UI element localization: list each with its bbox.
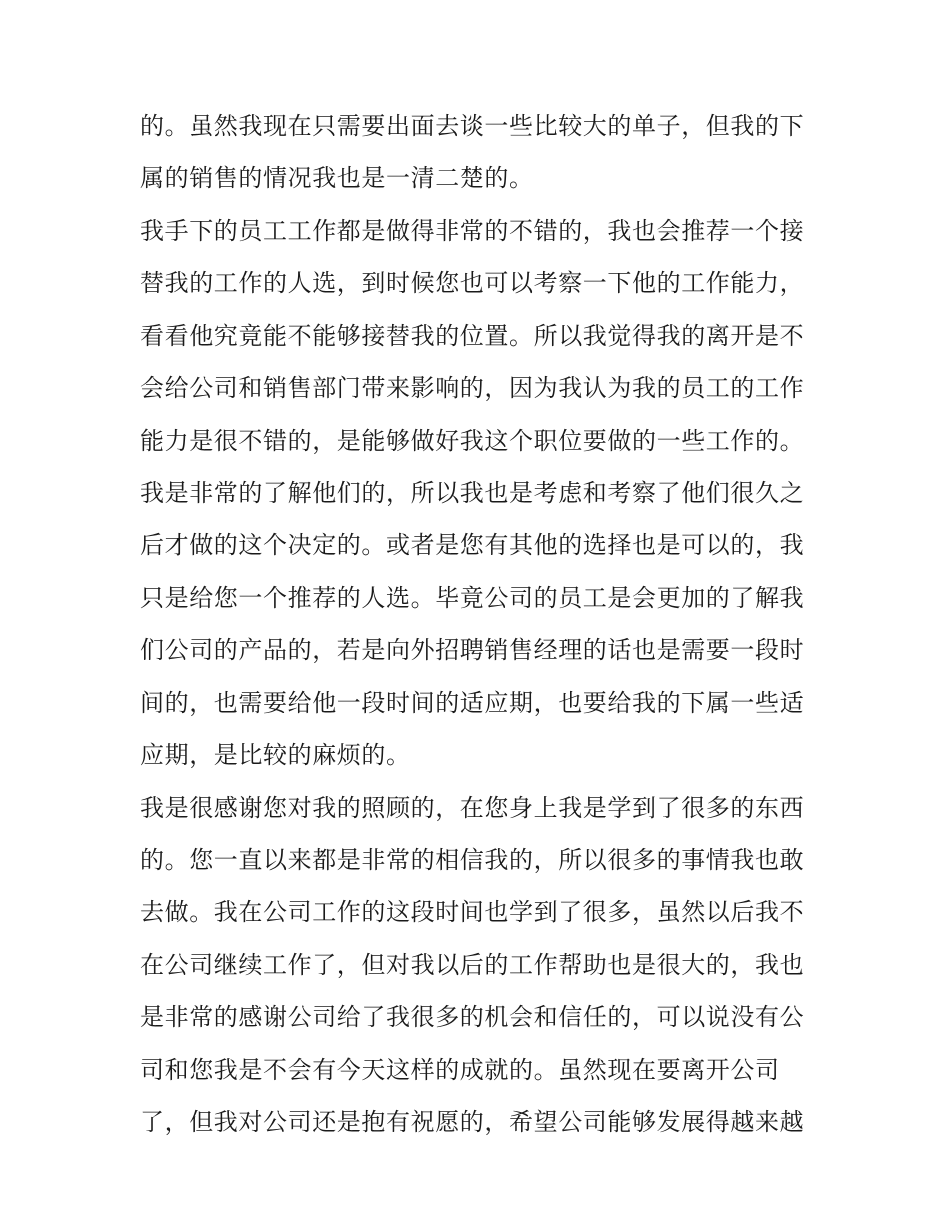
text-line: 属的销售的情况我也是一清二楚的。 — [140, 164, 534, 192]
text-line: 们公司的产品的，若是向外招聘销售经理的话也是需要一段时 — [140, 636, 805, 664]
text-line: 会给公司和销售部门带来影响的，因为我认为我的员工的工作 — [140, 374, 805, 402]
text-line: 是非常的感谢公司给了我很多的机会和信任的，可以说没有公 — [140, 1003, 805, 1031]
text-line: 能力是很不错的，是能够做好我这个职位要做的一些工作的。 — [140, 427, 805, 455]
text-line: 我是很感谢您对我的照顾的，在您身上我是学到了很多的东西 — [140, 794, 805, 822]
text-line: 替我的工作的人选，到时候您也可以考察一下他的工作能力， — [140, 269, 805, 297]
text-line: 应期，是比较的麻烦的。 — [140, 741, 411, 769]
text-line: 看看他究竟能不能够接替我的位置。所以我觉得我的离开是不 — [140, 322, 805, 350]
text-line: 只是给您一个推荐的人选。毕竟公司的员工是会更加的了解我 — [140, 584, 805, 612]
text-line: 我手下的员工工作都是做得非常的不错的，我也会推荐一个接 — [140, 217, 805, 245]
text-line: 我是非常的了解他们的，所以我也是考虑和考察了他们很久之 — [140, 479, 805, 507]
text-line: 在公司继续工作了，但对我以后的工作帮助也是很大的，我也 — [140, 951, 805, 979]
text-line: 间的，也需要给他一段时间的适应期，也要给我的下属一些适 — [140, 689, 805, 717]
text-line: 了，但我对公司还是抱有祝愿的，希望公司能够发展得越来越 — [140, 1108, 805, 1136]
text-line: 的。虽然我现在只需要出面去谈一些比较大的单子，但我的下 — [140, 112, 805, 140]
text-line: 的。您一直以来都是非常的相信我的，所以很多的事情我也敢 — [140, 846, 805, 874]
text-line: 去做。我在公司工作的这段时间也学到了很多，虽然以后我不 — [140, 898, 805, 926]
text-line: 后才做的这个决定的。或者是您有其他的选择也是可以的，我 — [140, 531, 805, 559]
text-line: 司和您我是不会有今天这样的成就的。虽然现在要离开公司 — [140, 1056, 780, 1084]
